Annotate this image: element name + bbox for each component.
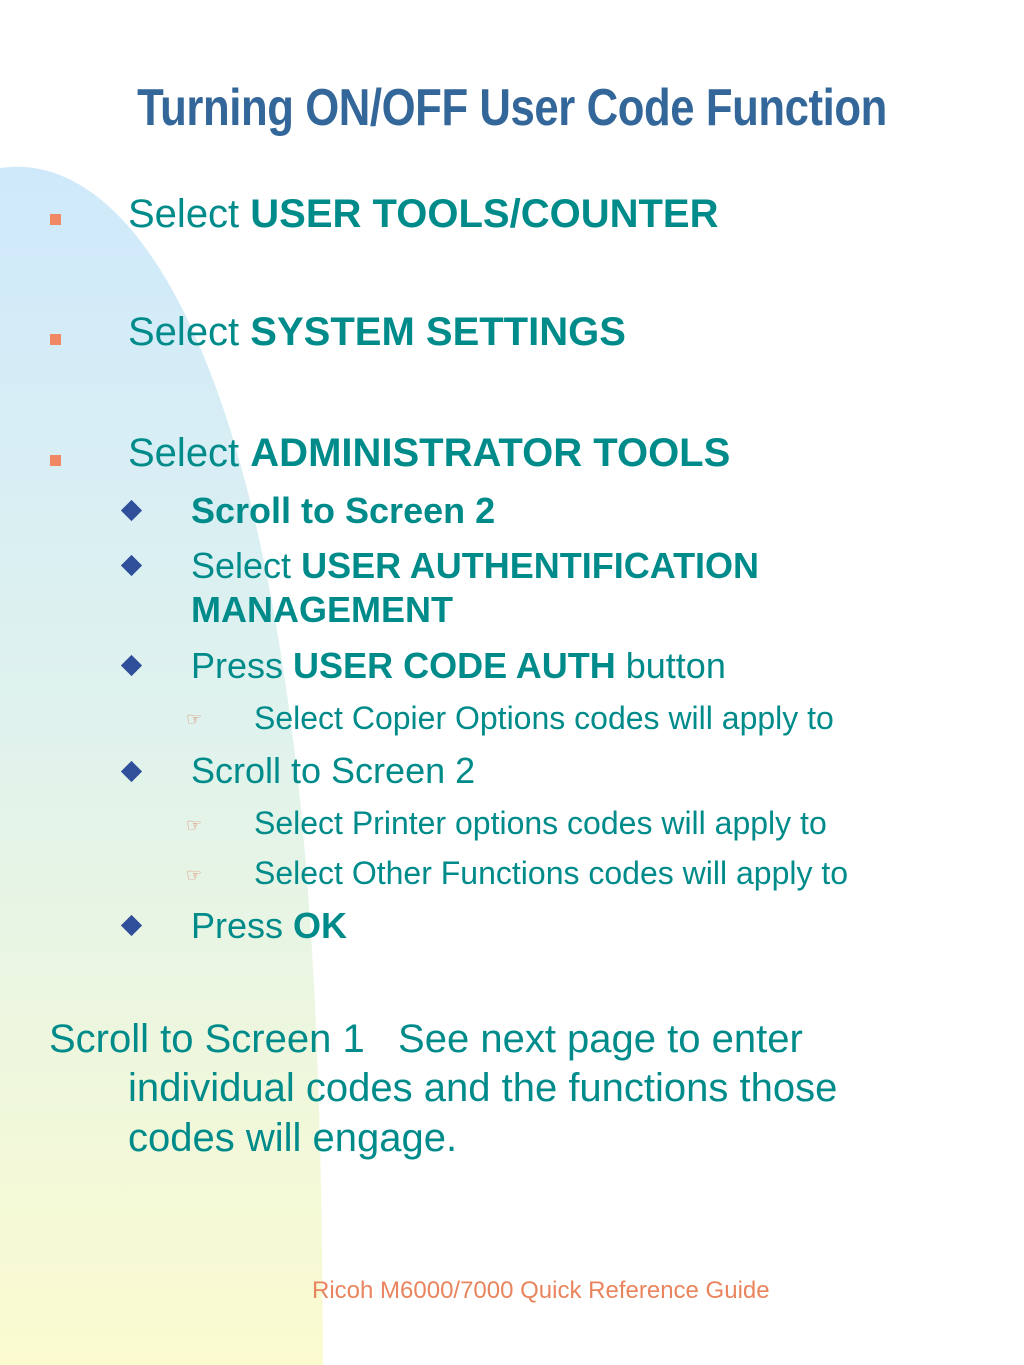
sub-scroll-screen-2: Scroll to Screen 2 — [191, 750, 476, 791]
sub-prefix: Select — [191, 545, 292, 586]
sub-press-user-code-auth — [191, 645, 726, 687]
sub-bold-text: Scroll to Screen 2 — [191, 490, 496, 531]
sub-bold-text: MANAGEMENT — [191, 589, 453, 630]
footer-text: Ricoh M6000/7000 Quick Reference Guide — [312, 1277, 770, 1304]
bullet-prefix: Select — [128, 192, 240, 236]
closing-line-1: Scroll to Screen 1 See next page to enter — [49, 1017, 803, 1061]
sub-prefix: Press — [191, 645, 284, 686]
square-bullet-icon — [50, 455, 61, 466]
sub-select-user-auth-cont — [191, 589, 453, 631]
item-printer-options: Select Printer options codes will apply to — [254, 805, 827, 841]
closing-line-3: codes will engage. — [128, 1116, 458, 1160]
sub-suffix: button — [625, 645, 726, 686]
bullet-administrator-tools — [128, 431, 730, 476]
item-other-functions: Select Other Functions codes will apply to — [254, 855, 849, 891]
bullet-system-settings — [128, 310, 626, 355]
bullet-bold-text: USER TOOLS/COUNTER — [250, 192, 719, 236]
pointing-hand-icon: ☞ — [186, 709, 203, 730]
bullet-bold-text: ADMINISTRATOR TOOLS — [250, 431, 731, 475]
sub-press-ok — [191, 905, 347, 947]
square-bullet-icon — [50, 214, 61, 225]
bullet-prefix: Select — [128, 310, 240, 354]
bullet-bold-text: SYSTEM SETTINGS — [250, 310, 626, 354]
sub-bold-text: USER CODE AUTH — [293, 645, 616, 686]
item-copier-options: Select Copier Options codes will apply to — [254, 700, 834, 736]
slide-title: Turning ON/OFF User Code Function — [137, 79, 887, 137]
sub-bold-text: USER AUTHENTIFICATION — [301, 545, 760, 586]
sub-bold-text: OK — [293, 905, 348, 946]
closing-line-2: individual codes and the functions those — [128, 1066, 838, 1110]
pointing-hand-icon: ☞ — [186, 815, 203, 836]
square-bullet-icon — [50, 334, 61, 345]
pointing-hand-icon: ☞ — [186, 865, 203, 886]
sub-prefix: Press — [191, 905, 284, 946]
bullet-user-tools — [128, 192, 718, 237]
sub-select-user-auth — [191, 545, 759, 587]
sub-scroll-screen-2-bold — [191, 490, 495, 532]
bullet-prefix: Select — [128, 431, 240, 475]
